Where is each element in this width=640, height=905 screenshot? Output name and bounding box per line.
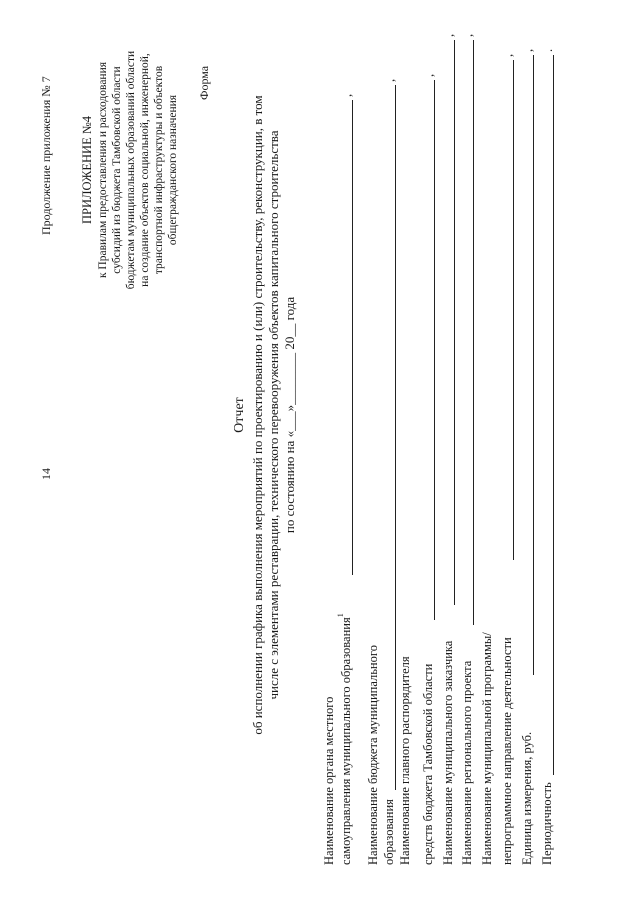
- field-label-line: Периодичность: [540, 782, 554, 865]
- appendix-line: транспортной инфраструктуры и объектов: [153, 65, 165, 275]
- appendix-line: к Правилам предоставления и расходования: [97, 61, 109, 279]
- field-label-line: Наименование главного распорядителя: [398, 656, 412, 865]
- field-comma: ,: [521, 48, 535, 52]
- field-comma: ,: [383, 78, 397, 82]
- report-line: об исполнении графика выполнения мероприятий по проектированию и (или) строительству, реконструкции, в том: [250, 95, 265, 735]
- report-title: Отчет: [232, 397, 247, 433]
- field-comma: ,: [422, 73, 436, 77]
- field-input-line[interactable]: [533, 55, 534, 675]
- field-comma: ,: [340, 93, 354, 97]
- appendix-line: субсидий из бюджета Тамбовской области: [111, 66, 123, 274]
- continuation-note: Продолжение приложения № 7: [39, 76, 53, 235]
- field-input-line[interactable]: [395, 85, 396, 790]
- field-comma: ,: [501, 53, 515, 57]
- field-label-line: Единица измерения, руб.: [520, 731, 534, 865]
- field-label-line: непрограммное направление деятельности: [500, 637, 514, 865]
- footnote-marker: 1: [336, 613, 345, 618]
- field-label-line: Наименование бюджета муниципального: [366, 645, 380, 865]
- report-line: числе с элементами реставрации, технического перевооружения объектов капитального строительства: [266, 130, 281, 700]
- field-comma: .: [541, 48, 555, 52]
- field-input-line[interactable]: [553, 55, 554, 775]
- field-input-line[interactable]: [352, 100, 353, 575]
- field-label-line: [336, 613, 354, 865]
- field-label-line: образования: [382, 799, 396, 865]
- form-label: Форма: [197, 65, 211, 100]
- appendix-line: на создание объектов социальной, инженерной,: [139, 53, 151, 287]
- field-label-line: средств бюджета Тамбовской области: [421, 663, 435, 865]
- field-comma: ,: [461, 33, 475, 37]
- field-comma: ,: [442, 33, 456, 37]
- field-input-line[interactable]: [454, 40, 455, 605]
- appendix-line: общегражданского назначения: [167, 94, 179, 246]
- field-label-text: самоуправления муниципального образования: [339, 617, 353, 865]
- field-input-line[interactable]: [434, 80, 435, 620]
- field-label-line: Наименование органа местного: [322, 696, 336, 865]
- field-label-line: Наименование муниципального заказчика: [441, 640, 455, 865]
- field-input-line[interactable]: [473, 40, 474, 625]
- appendix-heading: ПРИЛОЖЕНИЕ №4: [80, 115, 94, 225]
- page-number: 14: [39, 468, 53, 480]
- field-input-line[interactable]: [513, 60, 514, 560]
- field-label-line: Наименование регионального проекта: [460, 660, 474, 865]
- report-date-line: по состоянию на «___»________ 20__ года: [282, 296, 297, 534]
- appendix-line: бюджетам муниципальных образований области: [125, 50, 137, 290]
- field-label-line: Наименование муниципальной программы/: [480, 632, 494, 865]
